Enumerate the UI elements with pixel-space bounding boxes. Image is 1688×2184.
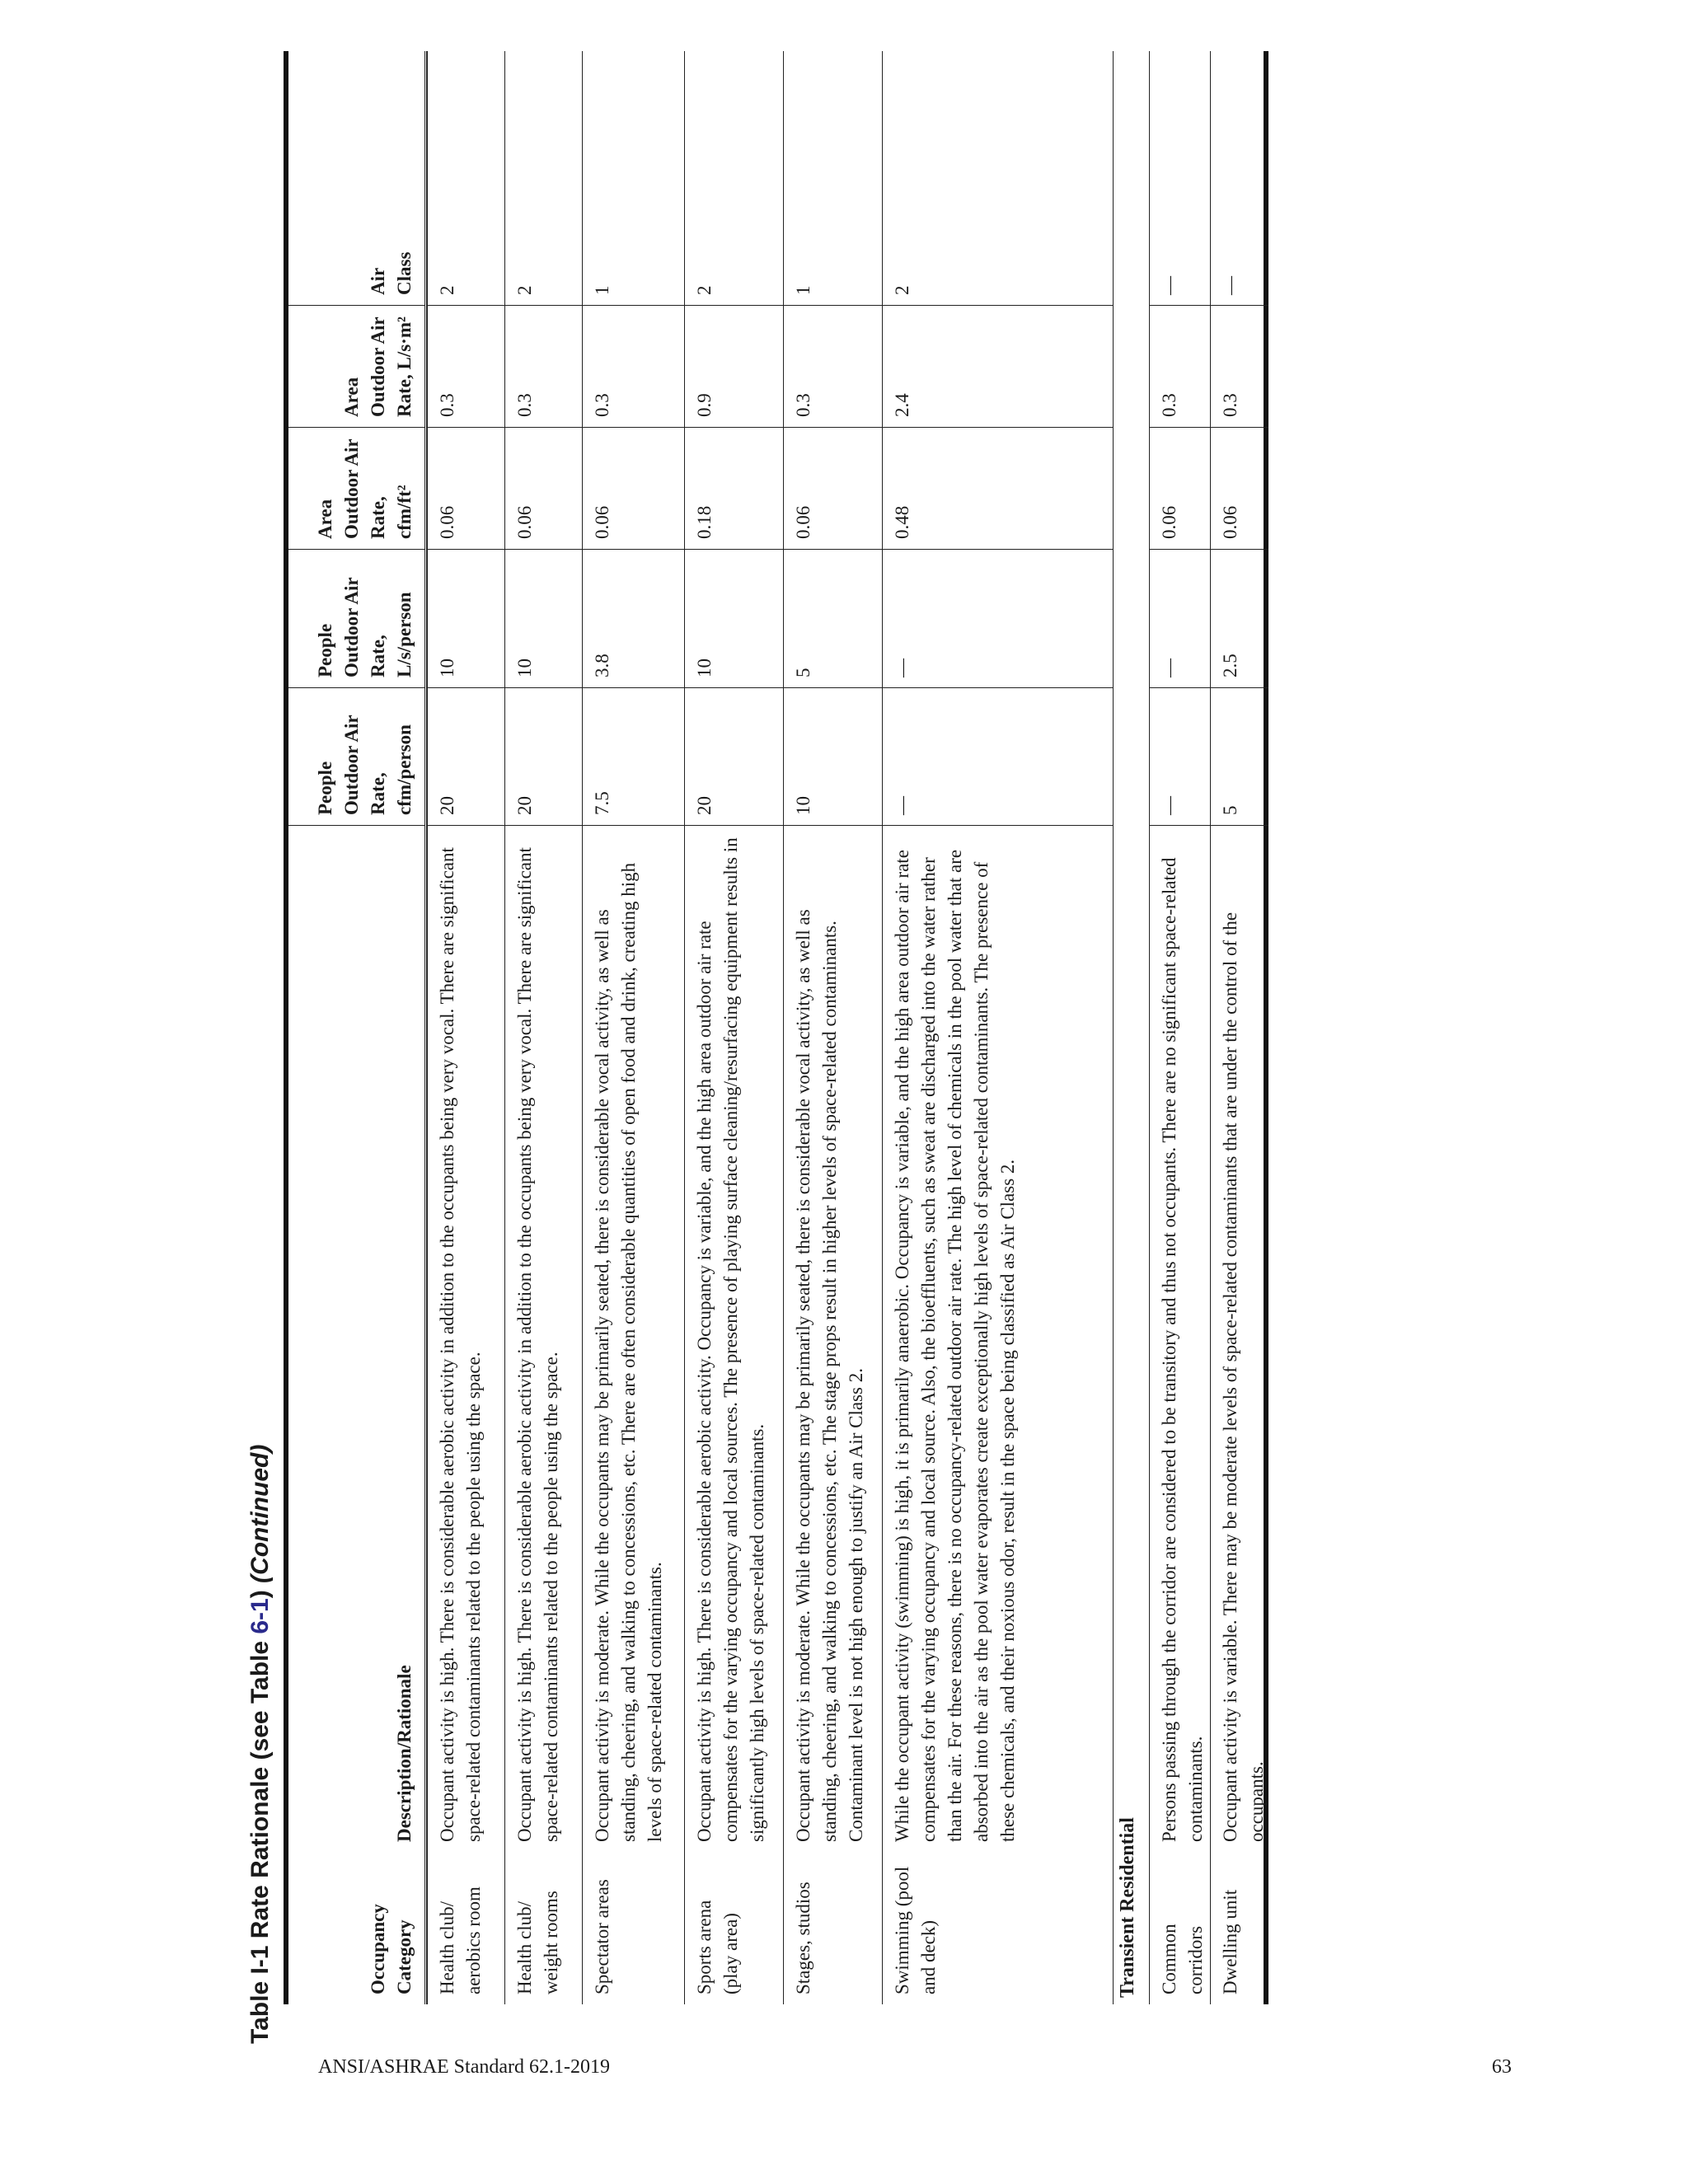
cell-description: Persons passing through the corridor are considered to be transitory and thus not occupants. There are no significant space-related contaminants. bbox=[1159, 857, 1206, 1842]
cell-category: Health club/ weight rooms bbox=[514, 1891, 561, 1994]
cell-description: Occupant activity is variable. There may be moderate levels of space-related contaminants that are under the control of the occupants. bbox=[1220, 912, 1267, 1842]
section-heading: Transient Residential bbox=[1117, 1817, 1138, 1998]
cell-area-ls: 0.3 bbox=[583, 306, 684, 428]
cell-people-cfm: — bbox=[883, 688, 1113, 826]
header-air-class: Air Class bbox=[288, 215, 424, 306]
cell-air-class: — bbox=[1211, 215, 1268, 306]
cell-people-cfm: — bbox=[1150, 688, 1210, 826]
cell-category: Sports arena (play area) bbox=[694, 1900, 741, 1994]
cell-category: Dwelling unit bbox=[1220, 1889, 1240, 1994]
section-row bbox=[1113, 51, 1149, 2004]
cell-area-ls: 0.3 bbox=[1150, 306, 1210, 428]
cell-description: Occupant activity is high. There is considerable aerobic activity. Occupancy is variable, and the high area outdoor air rate compensates for the varying occupancy and local sources. The presence of playing surface cleaning/resurfacing equipment results in significantly high levels of space-related contaminants. bbox=[694, 837, 767, 1842]
cell-people-ls: 3.8 bbox=[583, 550, 684, 688]
cell-people-ls: 2.5 bbox=[1211, 550, 1268, 688]
cell-category: Stages, studios bbox=[793, 1882, 814, 1994]
cell-area-ls: 2.4 bbox=[883, 306, 1113, 428]
cell-area-cfm: 0.06 bbox=[583, 428, 684, 550]
table-header-row bbox=[288, 51, 427, 2004]
table-link[interactable]: 6-1 bbox=[246, 1598, 274, 1634]
cell-people-ls: 5 bbox=[784, 550, 882, 688]
cell-air-class: 2 bbox=[505, 215, 582, 306]
cell-people-cfm: 20 bbox=[428, 688, 504, 826]
cell-people-ls: 10 bbox=[428, 550, 504, 688]
cell-category: Health club/ aerobics room bbox=[437, 1886, 484, 1994]
cell-description: Occupant activity is moderate. While the occupants may be primarily seated, there is considerable vocal activity, as well as standing, cheering, and walking to concessions, etc. The stage props result in higher levels of space-related contaminants. Contaminant level is not high enough to justify an Air Class 2. bbox=[793, 909, 866, 1842]
cell-people-cfm: 10 bbox=[784, 688, 882, 826]
rate-rationale-table bbox=[284, 51, 1268, 2004]
cell-area-cfm: 0.06 bbox=[1211, 428, 1268, 550]
cell-air-class: 2 bbox=[428, 215, 504, 306]
header-category: Occupancy Category bbox=[368, 1904, 415, 1994]
cell-area-cfm: 0.06 bbox=[505, 428, 582, 550]
cell-area-cfm: 0.06 bbox=[1150, 428, 1210, 550]
cell-people-ls: 10 bbox=[505, 550, 582, 688]
cell-description: Occupant activity is moderate. While the occupants may be primarily seated, there is considerable vocal activity, as well as standing, cheering, and walking to concessions, etc. There are often considerable quantities of open food and drink, creating high levels of space-related contaminants. bbox=[592, 862, 665, 1842]
header-area-ls: Area Outdoor Air Rate, L/s·m² bbox=[288, 306, 424, 428]
cell-people-cfm: 7.5 bbox=[583, 688, 684, 826]
cell-air-class: 2 bbox=[883, 215, 1113, 306]
cell-people-ls: — bbox=[883, 550, 1113, 688]
table-row bbox=[684, 51, 783, 2004]
cell-category: Spectator areas bbox=[592, 1879, 612, 1994]
cell-category: Swimming (pool and deck) bbox=[892, 1866, 939, 1994]
header-area-cfm: Area Outdoor Air Rate, cfm/ft² bbox=[288, 428, 424, 550]
table-row bbox=[1210, 51, 1268, 2004]
cell-air-class: 2 bbox=[685, 215, 783, 306]
table-row bbox=[504, 51, 582, 2004]
cell-area-ls: 0.3 bbox=[784, 306, 882, 428]
cell-area-ls: 0.9 bbox=[685, 306, 783, 428]
cell-people-ls: — bbox=[1150, 550, 1210, 688]
header-people-ls: People Outdoor Air Rate, L/s/person bbox=[288, 550, 424, 688]
table-row bbox=[783, 51, 882, 2004]
cell-area-ls: 0.3 bbox=[505, 306, 582, 428]
table-row bbox=[582, 51, 684, 2004]
footer-standard: ANSI/ASHRAE Standard 62.1-2019 bbox=[318, 2056, 610, 2078]
table-row bbox=[882, 51, 1113, 2004]
cell-category: Common corridors bbox=[1159, 1924, 1206, 1994]
table-row bbox=[427, 51, 504, 2004]
cell-area-ls: 0.3 bbox=[1211, 306, 1268, 428]
cell-air-class: 1 bbox=[784, 215, 882, 306]
cell-people-cfm: 5 bbox=[1211, 688, 1268, 826]
cell-area-cfm: 0.48 bbox=[883, 428, 1113, 550]
cell-area-cfm: 0.06 bbox=[784, 428, 882, 550]
cell-description: While the occupant activity (swimming) is high, it is primarily anaerobic. Occupancy is variable, and the high area outdoor air rate compensates for the varying occupancy and local source. Also, the bioeffluents, such as sweat are discharged into the water rather than the air. For these reasons, there is no occupancy-related outdoor air rate. The high level of chemicals in the pool water that are absorbed into the air as the pool water evaporates create exceptionally high levels of space-related contaminants. The presence of these chemicals, and their noxious odor, result in the space being classified as Air Class 2. bbox=[892, 849, 1018, 1842]
cell-description: Occupant activity is high. There is considerable aerobic activity in addition to the occupants being very vocal. There are significant space-related contaminants related to the people using the space. bbox=[437, 847, 484, 1842]
table-caption bbox=[241, 1445, 280, 2044]
cell-people-ls: 10 bbox=[685, 550, 783, 688]
cell-people-cfm: 20 bbox=[685, 688, 783, 826]
caption-text: Table I-1 Rate Rationale (see Table bbox=[246, 1633, 274, 2044]
cell-area-cfm: 0.18 bbox=[685, 428, 783, 550]
rotated-page-content bbox=[241, 82, 1362, 2044]
caption-continued: (Continued) bbox=[246, 1444, 274, 1583]
caption-suffix: ) bbox=[246, 1582, 274, 1599]
cell-people-cfm: 20 bbox=[505, 688, 582, 826]
cell-air-class: 1 bbox=[583, 215, 684, 306]
header-people-cfm: People Outdoor Air Rate, cfm/person bbox=[288, 688, 424, 826]
cell-area-cfm: 0.06 bbox=[428, 428, 504, 550]
cell-air-class: — bbox=[1150, 215, 1210, 306]
footer-page-number: 63 bbox=[1492, 2056, 1512, 2078]
cell-description: Occupant activity is high. There is considerable aerobic activity in addition to the occupants being very vocal. There are significant space-related contaminants related to the people using the space. bbox=[514, 847, 561, 1842]
cell-area-ls: 0.3 bbox=[428, 306, 504, 428]
table-row bbox=[1149, 51, 1210, 2004]
header-description: Description/Rationale bbox=[394, 1665, 415, 1842]
